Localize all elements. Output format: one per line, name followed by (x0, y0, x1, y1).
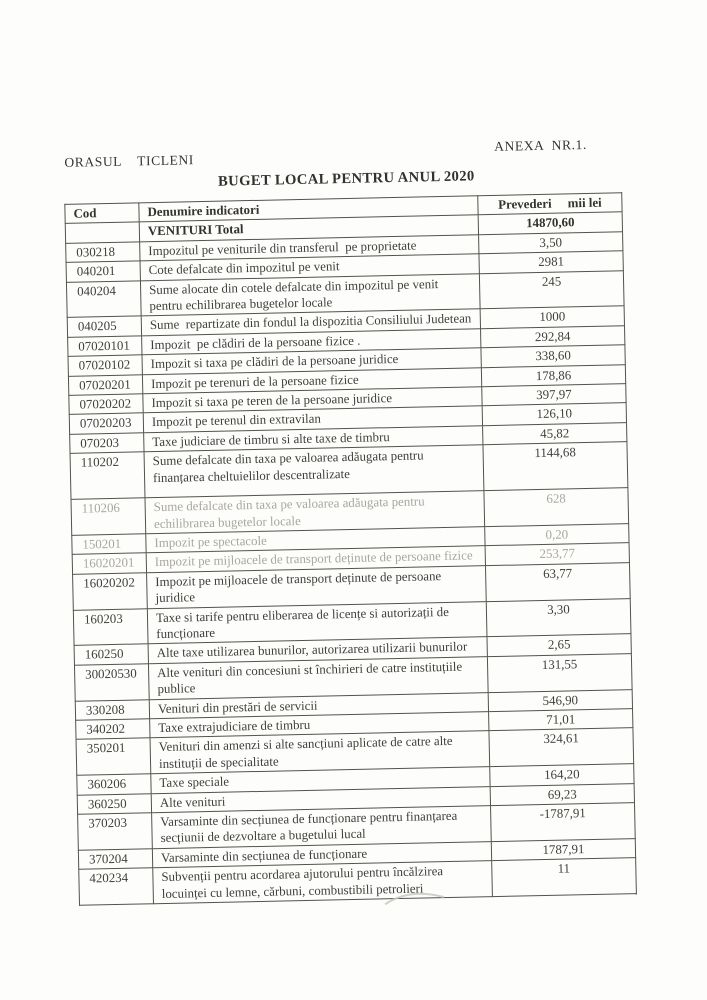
row-value: 1787,91 (491, 838, 635, 860)
row-value: 628 (484, 488, 629, 527)
row-indicator-name: Sume defalcate din taxa pe valoarea adăugata pentru finanțarea cheltuielilor descentralizate (144, 445, 484, 498)
row-value: -1787,91 (491, 803, 636, 842)
row-value: 245 (479, 270, 624, 309)
row-value: 338,60 (481, 345, 625, 367)
row-code: 070203 (70, 433, 144, 454)
row-indicator-name: Venituri din amenzi si alte sancțiuni aplicate de catre alte instituții de specialitate (150, 731, 490, 774)
row-indicator-name: Alte taxe utilizarea bunurilor, autorizarea utilizarii bunurilor (148, 637, 487, 664)
row-value: 126,10 (482, 403, 626, 425)
row-code: 030218 (66, 242, 140, 263)
header-denumire: Denumire indicatori (139, 196, 478, 223)
row-code: 110202 (70, 452, 145, 499)
row-code: 040201 (66, 261, 140, 282)
row-code: 07020202 (69, 394, 143, 415)
row-code: 360206 (77, 774, 151, 795)
budget-table (64, 192, 637, 906)
row-code: 07020101 (68, 336, 142, 357)
row-indicator-name: Venituri din prestări de servicii (149, 692, 488, 719)
row-code: 30020530 (74, 664, 149, 701)
row-indicator-name: Taxe speciale (151, 767, 490, 794)
row-value: 3,50 (479, 232, 623, 254)
row-code: 160203 (73, 608, 148, 645)
budget-table-body (65, 212, 636, 905)
row-code: 370203 (78, 813, 153, 850)
row-code: 07020201 (68, 374, 142, 395)
row-value: 0,20 (485, 524, 629, 546)
row-code: 040205 (67, 316, 141, 337)
row-code: 330208 (75, 699, 149, 720)
row-code: 040204 (66, 280, 141, 317)
row-indicator-name: Taxe judiciare de timbru si alte taxe de timbru (144, 426, 483, 453)
row-value: 1144,68 (483, 442, 628, 491)
row-indicator-name: Impozit si taxa pe clădiri de la persoane juridice (142, 348, 481, 375)
row-value: 3,30 (486, 598, 631, 637)
row-value: 1000 (480, 306, 624, 328)
row-code: 16020202 (73, 572, 148, 609)
row-value: 164,20 (490, 764, 634, 786)
row-value: 292,84 (481, 326, 625, 348)
row-indicator-name: Sume alocate din cotele defalcate din impozitul pe venit pentru echilibrarea bugetelor locale (140, 273, 480, 316)
row-code: 370204 (78, 849, 152, 870)
row-indicator-name: Sume repartizate din fondul la dispozitia Consiliului Judetean (141, 309, 480, 336)
row-code: 340202 (76, 719, 150, 740)
row-indicator-name: Varsaminte din secțiunea de funcționare pentru finanțarea secțiunii de dezvoltare a bugetului lucal (152, 806, 492, 849)
row-indicator-name: Sume defalcate din taxa pe valoarea adăugata pentru echilibrarea bugetelor locale (145, 491, 485, 534)
row-indicator-name: Subvenții pentru acordarea ajutorului pentru încălzirea locuinței cu lemne, cărbuni, combustibili petrolieri (153, 861, 493, 904)
row-code: 110206 (71, 498, 146, 535)
row-indicator-name: Impozit pe clădiri de la persoane fizice . (142, 329, 481, 356)
row-value: 45,82 (483, 423, 627, 445)
row-code: 150201 (72, 534, 146, 555)
row-indicator-name: Cote defalcate din impozitul pe venit (140, 254, 479, 281)
row-code (65, 222, 139, 243)
scan-artifact-curve (382, 889, 448, 908)
document-title: BUGET LOCAL PENTRU ANUL 2020 (217, 168, 475, 190)
row-value: 178,86 (481, 364, 625, 386)
row-value: 11 (492, 858, 637, 897)
row-indicator-name: Impozit si taxa pe teren de la persoane juridice (143, 387, 482, 414)
row-code: 350201 (76, 738, 151, 775)
row-value: 14870,60 (478, 212, 622, 234)
row-indicator-name: Impozitul pe veniturile din transferul pe proprietate (140, 235, 479, 262)
row-indicator-name: Alte venituri (151, 786, 490, 813)
row-code: 420234 (79, 868, 154, 905)
row-value: 2981 (479, 251, 623, 273)
row-indicator-name: Impozit pe spectacole (146, 527, 485, 554)
row-value: 397,97 (482, 384, 626, 406)
row-indicator-name: Alte venituri din concesiuni st închirieri de catre instituțiile publice (148, 656, 488, 699)
row-code: 160250 (74, 644, 148, 665)
header-cod: Cod (65, 203, 139, 224)
row-indicator-name: Taxe extrajudiciare de timbru (150, 712, 489, 739)
row-indicator-name: Impozit pe terenuri de la persoane fizice (142, 367, 481, 394)
row-value: 253,77 (485, 543, 629, 565)
row-code: 16020201 (72, 553, 146, 574)
row-code: 07020203 (69, 413, 143, 434)
city-label: ORASUL TICLENI (64, 152, 195, 170)
annex-label: ANEXA NR.1. (494, 136, 588, 154)
row-indicator-name: Varsaminte din secțiunea de funcționare (152, 841, 491, 868)
row-value: 546,90 (488, 689, 632, 711)
row-value: 71,01 (489, 709, 633, 731)
row-indicator-name: Impozit pe mijloacele de transport deținute de persoane juridice (147, 565, 487, 608)
row-indicator-name: Impozit pe terenul din extravilan (143, 406, 482, 433)
row-code: 360250 (77, 793, 151, 814)
row-indicator-name: Taxe si tarife pentru eliberarea de licențe si autorizații de funcționare (147, 601, 487, 644)
row-indicator-name: Impozit pe mijloacele de transport deținute de persoane fizice (146, 546, 485, 573)
row-value: 131,55 (487, 653, 632, 692)
row-value: 63,77 (485, 562, 630, 601)
row-value: 69,23 (490, 783, 634, 805)
row-indicator-name: VENITURI Total (139, 215, 478, 242)
row-code: 07020102 (68, 355, 142, 376)
header-prevederi: Prevederi mii lei (478, 193, 622, 215)
row-value: 2,65 (487, 634, 631, 656)
row-value: 324,61 (489, 728, 634, 767)
